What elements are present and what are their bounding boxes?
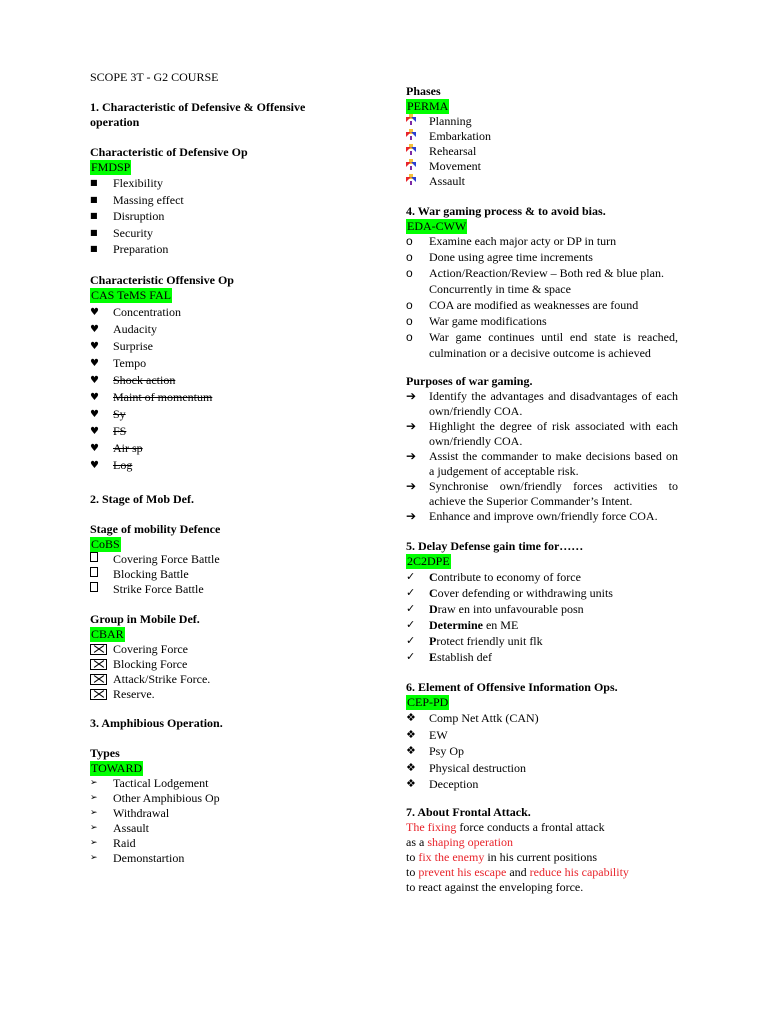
diamond-bullet-icon: ❖: [406, 760, 416, 774]
list-item: o War game continues until end state is reached, culmination or a decisive outcome is achieved: [406, 330, 678, 360]
section-4-heading: 4. War gaming process & to avoid bias.: [406, 204, 606, 218]
square-bullet-icon: ■: [90, 194, 98, 204]
colored-arrow-icon: [406, 114, 424, 130]
list-item: ✓ Contribute to economy of force: [406, 570, 581, 584]
wargame-process-list: [406, 234, 678, 361]
mobility-stages: [90, 522, 330, 597]
list-item: ❖ Physical destruction: [406, 760, 526, 775]
list-item-struck: ♥ Sy: [90, 407, 126, 421]
list-item-struck: ♥ Maint of momentum: [90, 390, 213, 404]
types-mnemonic: TOWARD: [91, 761, 143, 775]
list-item: ❖ Psy Op: [406, 744, 465, 758]
check-icon: ✓: [406, 650, 416, 663]
offensive-mnemonic: CAS TeMS FAL: [91, 288, 172, 302]
heart-bullet-icon: ♥: [90, 358, 99, 369]
list-item: ■ Disruption: [90, 209, 165, 223]
crossed-box-icon: [90, 687, 108, 702]
list-item: o Action/Reaction/Review – Both red & blue plan. Concurrently in time & space: [406, 266, 664, 296]
list-item: o War game modifications: [406, 314, 547, 328]
defensive-mnemonic: FMDSP: [91, 160, 131, 174]
delay-defense-list: [406, 569, 678, 665]
frontal-attack-line-2: as a shaping operation: [406, 835, 513, 849]
arrowhead-bullet-icon: ➢: [90, 838, 98, 848]
offensive-list: [90, 304, 330, 474]
list-item: Blocking Battle: [90, 567, 330, 582]
wargame-purposes: [406, 374, 678, 524]
list-item: Covering Force: [90, 642, 330, 657]
frontal-attack-line-1: The fixing force conducts a frontal attack: [406, 820, 605, 834]
colored-arrow-icon: [406, 144, 424, 160]
section-5-heading: 5. Delay Defense gain time for……: [406, 539, 584, 553]
heart-bullet-icon: ♥: [90, 443, 99, 454]
mobile-def-groups: [90, 612, 330, 702]
list-item: ➢ Tactical Lodgement: [90, 776, 209, 790]
groups-mnemonic: CBAR: [91, 627, 124, 641]
list-item: ➢ Withdrawal: [90, 806, 170, 820]
list-item: Reserve.: [90, 687, 330, 702]
arrowhead-bullet-icon: ➢: [90, 778, 98, 788]
right-arrow-icon: ➔: [406, 419, 417, 433]
offensive-characteristics: [90, 273, 330, 474]
check-icon: ✓: [406, 602, 416, 615]
section-2-heading: 2. Stage of Mob Def.: [90, 492, 194, 506]
heart-bullet-icon: ♥: [90, 341, 99, 352]
heart-bullet-icon: ♥: [90, 460, 99, 471]
crossed-box-icon: [90, 657, 108, 672]
list-item: ■ Flexibility: [90, 176, 164, 190]
purposes-list: [406, 389, 678, 524]
section-5-mnemonic: 2C2DPE: [407, 554, 450, 568]
offensive-subheading: Characteristic Offensive Op: [90, 273, 234, 287]
colored-arrow-icon: [406, 174, 424, 190]
defensive-list: [90, 175, 330, 258]
list-item: ✓ Establish def: [406, 650, 493, 664]
section-4: [406, 204, 678, 361]
phases-mnemonic: PERMA: [407, 99, 449, 113]
stages-subheading: Stage of mobility Defence: [90, 522, 221, 536]
list-item: Attack/Strike Force.: [90, 672, 330, 687]
box-bullet-icon: [90, 552, 108, 567]
info-ops-list: [406, 710, 678, 793]
list-item: ♥ Surprise: [90, 339, 153, 353]
list-item: ✓ Determine en ME: [406, 618, 519, 632]
list-item-struck: ♥ Log: [90, 458, 133, 472]
list-item-struck: ♥ Shock action: [90, 373, 176, 387]
list-item: ➔ Enhance and improve own/friendly force COA.: [406, 509, 658, 523]
list-item: Strike Force Battle: [90, 582, 330, 597]
circle-bullet-icon: o: [406, 266, 413, 280]
phases-block: [406, 84, 678, 189]
check-icon: ✓: [406, 618, 416, 631]
list-item: ✓ Protect friendly unit flk: [406, 634, 543, 648]
list-item: ♥ Audacity: [90, 322, 157, 336]
defensive-characteristics: [90, 145, 330, 258]
list-item: ❖ Comp Net Attk (CAN): [406, 711, 539, 725]
list-item: o Done using agree time increments: [406, 249, 593, 264]
list-item: ❖ Deception: [406, 777, 479, 791]
list-item: ➢ Assault: [90, 821, 149, 835]
list-item: ■ Massing effect: [90, 192, 184, 207]
section-1: [90, 100, 330, 130]
box-bullet-icon: [90, 582, 108, 597]
list-item: ♥ Concentration: [90, 305, 181, 319]
list-item: ■ Security: [90, 225, 153, 240]
colored-arrow-icon: [406, 129, 424, 145]
section-1-heading: 1. Characteristic of Defensive & Offensive operation: [90, 100, 306, 129]
heart-bullet-icon: ♥: [90, 392, 99, 403]
list-item: ➔ Assist the commander to make decisions based on a judgement of acceptable risk.: [406, 449, 678, 478]
square-bullet-icon: ■: [90, 178, 98, 187]
section-3: [90, 716, 330, 731]
right-arrow-icon: ➔: [406, 449, 417, 463]
section-5: [406, 539, 678, 665]
list-item: ➔ Highlight the degree of risk associated with each own/friendly COA.: [406, 419, 678, 448]
list-item: ✓ Cover defending or withdrawing units: [406, 586, 613, 600]
section-6-mnemonic: CEP-PD: [407, 695, 449, 709]
frontal-attack-line-4: to prevent his escape and reduce his capability: [406, 865, 629, 879]
right-arrow-icon: ➔: [406, 479, 417, 493]
check-icon: ✓: [406, 634, 416, 647]
list-item: o COA are modified as weaknesses are found: [406, 298, 639, 312]
circle-bullet-icon: o: [406, 234, 413, 248]
list-item: ➢ Raid: [90, 836, 136, 850]
circle-bullet-icon: o: [406, 330, 413, 344]
colored-arrow-icon: [406, 159, 424, 175]
heart-bullet-icon: ♥: [90, 426, 99, 437]
square-bullet-icon: ■: [90, 244, 98, 253]
section-6-heading: 6. Element of Offensive Information Ops.: [406, 680, 618, 694]
heart-bullet-icon: ♥: [90, 307, 99, 318]
arrowhead-bullet-icon: ➢: [90, 823, 98, 833]
box-bullet-icon: [90, 567, 108, 582]
crossed-box-icon: [90, 642, 108, 657]
diamond-bullet-icon: ❖: [406, 711, 416, 724]
list-item: Rehearsal: [406, 144, 678, 159]
circle-bullet-icon: o: [406, 249, 413, 264]
document-title: SCOPE 3T - G2 COURSE: [90, 70, 219, 84]
list-item: o Examine each major acty or DP in turn: [406, 234, 617, 248]
arrowhead-bullet-icon: ➢: [90, 793, 98, 803]
right-arrow-icon: ➔: [406, 509, 417, 523]
purposes-subheading: Purposes of war gaming.: [406, 374, 533, 388]
list-item: Blocking Force: [90, 657, 330, 672]
section-7: [406, 805, 678, 895]
circle-bullet-icon: o: [406, 314, 413, 328]
check-icon: ✓: [406, 586, 416, 599]
list-item: ■ Preparation: [90, 242, 169, 256]
list-item: Covering Force Battle: [90, 552, 330, 567]
phases-list: [406, 114, 678, 189]
list-item: ➢ Demonstartion: [90, 851, 185, 865]
check-icon: ✓: [406, 570, 416, 583]
right-arrow-icon: ➔: [406, 389, 417, 403]
amphibious-types: [90, 746, 330, 866]
square-bullet-icon: ■: [90, 211, 98, 220]
frontal-attack-line-3: to fix the enemy in his current positions: [406, 850, 597, 864]
heart-bullet-icon: ♥: [90, 375, 99, 386]
list-item: ➢ Other Amphibious Op: [90, 791, 220, 805]
defensive-subheading: Characteristic of Defensive Op: [90, 145, 248, 159]
stages-mnemonic: CoBS: [91, 537, 120, 551]
list-item: Planning: [406, 114, 678, 129]
diamond-bullet-icon: ❖: [406, 777, 416, 790]
section-6: [406, 680, 678, 793]
groups-list: [90, 642, 330, 702]
section-7-heading: 7. About Frontal Attack.: [406, 805, 531, 819]
types-subheading: Types: [90, 746, 120, 760]
list-item-struck: ♥ Air sp: [90, 441, 143, 455]
circle-bullet-icon: o: [406, 298, 413, 312]
document-title-block: [90, 70, 330, 85]
frontal-attack-line-5: to react against the enveloping force.: [406, 880, 584, 894]
heart-bullet-icon: ♥: [90, 409, 99, 420]
diamond-bullet-icon: ❖: [406, 744, 416, 757]
section-4-mnemonic: EDA-CWW: [407, 219, 467, 233]
section-3-heading: 3. Amphibious Operation.: [90, 716, 223, 730]
list-item: ♥ Tempo: [90, 356, 147, 370]
list-item: Movement: [406, 159, 678, 174]
list-item: ➔ Synchronise own/friendly forces activities to achieve the Superior Commander’s Intent.: [406, 479, 678, 508]
heart-bullet-icon: ♥: [90, 324, 99, 335]
list-item: Assault: [406, 174, 678, 189]
square-bullet-icon: ■: [90, 227, 98, 237]
groups-subheading: Group in Mobile Def.: [90, 612, 200, 626]
arrowhead-bullet-icon: ➢: [90, 808, 98, 818]
list-item: ➔ Identify the advantages and disadvantages of each own/friendly COA.: [406, 389, 678, 418]
list-item-struck: ♥ FS: [90, 424, 127, 438]
crossed-box-icon: [90, 672, 108, 687]
list-item: Embarkation: [406, 129, 678, 144]
diamond-bullet-icon: ❖: [406, 727, 416, 741]
arrowhead-bullet-icon: ➢: [90, 853, 98, 863]
list-item: ❖ EW: [406, 727, 448, 742]
types-list: [90, 776, 330, 866]
stages-list: [90, 552, 330, 597]
section-2: [90, 492, 330, 507]
list-item: ✓ Draw en into unfavourable posn: [406, 602, 584, 616]
phases-subheading: Phases: [406, 84, 441, 98]
